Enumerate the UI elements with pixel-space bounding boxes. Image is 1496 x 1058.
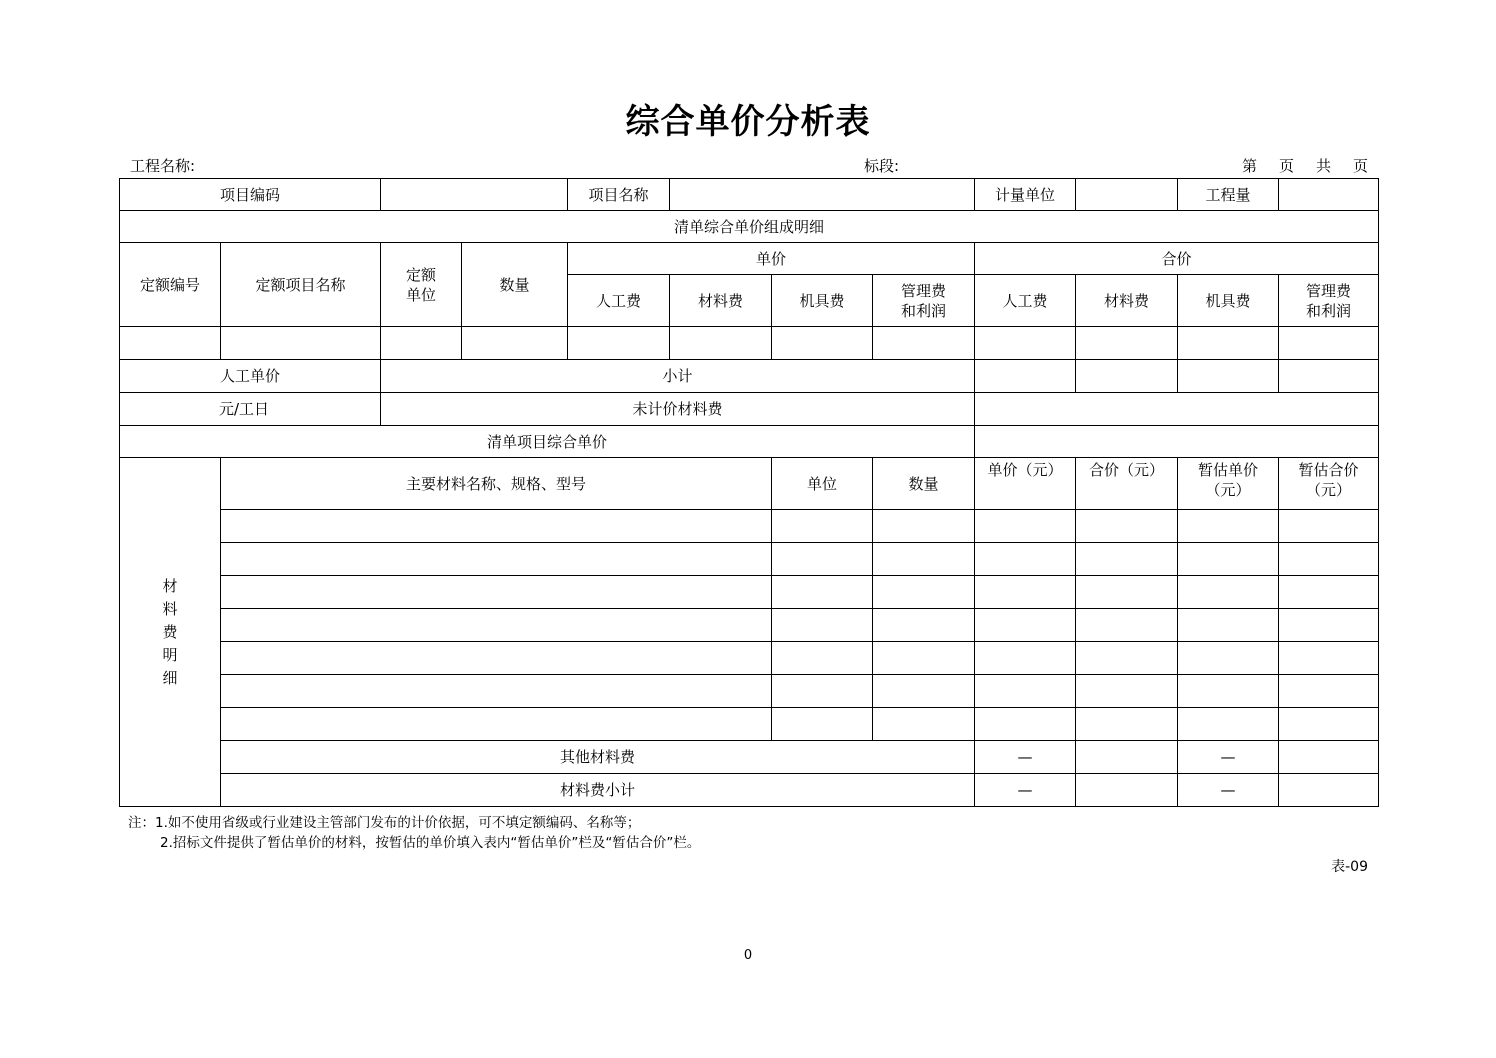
material-count-cell[interactable] [873, 708, 975, 741]
subtotal-material[interactable] [1076, 360, 1178, 393]
col-material-name-spec: 主要材料名称、规格、型号 [221, 458, 772, 510]
other-material-total[interactable] [1076, 741, 1178, 774]
material-row [120, 576, 1379, 609]
col-est-total-price [1279, 458, 1379, 510]
material-est-unit-cell[interactable] [1178, 708, 1279, 741]
other-material-label: 其他材料费 [221, 741, 975, 774]
material-unit-cell[interactable] [772, 675, 873, 708]
material-row [120, 675, 1379, 708]
material-count-cell[interactable] [873, 576, 975, 609]
material-unit-price-cell[interactable] [975, 609, 1076, 642]
material-count-cell[interactable] [873, 510, 975, 543]
cell-machine-unit[interactable] [772, 327, 873, 360]
material-name-cell[interactable] [221, 708, 772, 741]
cell-quota-name[interactable] [221, 327, 381, 360]
material-unit-cell[interactable] [772, 609, 873, 642]
material-total-price-cell[interactable] [1076, 510, 1178, 543]
subtotal-mgmt[interactable] [1279, 360, 1379, 393]
labor-price-label: 人工单价 [120, 360, 381, 393]
unpriced-material-value[interactable] [975, 393, 1379, 426]
material-est-unit-cell[interactable] [1178, 642, 1279, 675]
quantity-value[interactable] [1279, 179, 1379, 211]
material-est-total-cell[interactable] [1279, 510, 1379, 543]
composite-price-value[interactable] [975, 426, 1379, 458]
material-name-cell[interactable] [221, 609, 772, 642]
col-material-total-price: 合价（元） [1076, 458, 1178, 510]
col-est-total-price-text: 暂估合价 （元） [1298, 461, 1359, 499]
other-material-est-unit-dash: — [1178, 741, 1279, 774]
cell-quota-code[interactable] [120, 327, 221, 360]
col-count: 数量 [462, 243, 568, 327]
material-est-total-cell[interactable] [1279, 576, 1379, 609]
col-est-unit-price-text: 暂估单价 （元） [1198, 461, 1259, 499]
col-quota-code: 定额编号 [120, 243, 221, 327]
material-subtotal-unit-dash: — [975, 774, 1076, 807]
material-est-unit-cell[interactable] [1178, 510, 1279, 543]
material-subtotal-est-total[interactable] [1279, 774, 1379, 807]
quantity-label: 工程量 [1178, 179, 1279, 211]
col-mgmt-total-text: 管理费 和利润 [1306, 281, 1352, 320]
material-unit-price-cell[interactable] [975, 543, 1076, 576]
material-est-unit-cell[interactable] [1178, 609, 1279, 642]
page-title: 综合单价分析表 [625, 102, 871, 142]
material-unit-price-cell[interactable] [975, 642, 1076, 675]
material-subtotal-label: 材料费小计 [221, 774, 975, 807]
material-est-total-cell[interactable] [1279, 543, 1379, 576]
material-count-cell[interactable] [873, 543, 975, 576]
item-code-value[interactable] [381, 179, 568, 211]
col-est-unit-price [1178, 458, 1279, 510]
material-est-total-cell[interactable] [1279, 642, 1379, 675]
material-total-price-cell[interactable] [1076, 609, 1178, 642]
material-name-cell[interactable] [221, 675, 772, 708]
material-row [120, 543, 1379, 576]
material-count-cell[interactable] [873, 642, 975, 675]
composite-price-label: 清单项目综合单价 [120, 426, 975, 458]
item-code-label: 项目编码 [120, 179, 381, 211]
cell-labor-total[interactable] [975, 327, 1076, 360]
yuan-per-day-label: 元/工日 [120, 393, 381, 426]
material-detail-side-label [120, 458, 221, 807]
composition-title: 清单综合单价组成明细 [120, 211, 1379, 243]
material-name-cell[interactable] [221, 510, 772, 543]
material-est-unit-cell[interactable] [1178, 576, 1279, 609]
material-est-total-cell[interactable] [1279, 609, 1379, 642]
col-material-unit: 单位 [772, 458, 873, 510]
subtotal-labor[interactable] [975, 360, 1076, 393]
cell-quota-unit[interactable] [381, 327, 462, 360]
page-number: 0 [743, 948, 753, 963]
material-total-price-cell[interactable] [1076, 642, 1178, 675]
col-unit-price: 单价 [568, 243, 975, 275]
subtotal-machine[interactable] [1178, 360, 1279, 393]
cell-mgmt-unit[interactable] [873, 327, 975, 360]
col-labor-unit: 人工费 [568, 275, 670, 327]
unit-label: 计量单位 [975, 179, 1076, 211]
material-total-price-cell[interactable] [1076, 576, 1178, 609]
item-name-value[interactable] [670, 179, 975, 211]
material-est-unit-cell[interactable] [1178, 543, 1279, 576]
material-unit-price-cell[interactable] [975, 576, 1076, 609]
material-name-cell[interactable] [221, 642, 772, 675]
material-unit-price-cell[interactable] [975, 675, 1076, 708]
page-di: 第 [1241, 157, 1257, 175]
col-total-price: 合价 [975, 243, 1379, 275]
material-est-total-cell[interactable] [1279, 708, 1379, 741]
col-material-total: 材料费 [1076, 275, 1178, 327]
col-mgmt-unit-text: 管理费 和利润 [901, 281, 947, 320]
page-ye-2: 页 [1352, 157, 1368, 175]
cell-labor-unit[interactable] [568, 327, 670, 360]
unit-value[interactable] [1076, 179, 1178, 211]
page-ye-1: 页 [1278, 157, 1294, 175]
material-name-cell[interactable] [221, 576, 772, 609]
col-material-unit: 材料费 [670, 275, 772, 327]
material-row [120, 609, 1379, 642]
material-total-price-cell[interactable] [1076, 675, 1178, 708]
col-quota-unit [381, 243, 462, 327]
note-line-2: 2.招标文件提供了暂估单价的材料，按暂估的单价填入表内“暂估单价”栏及“暂估合价”栏。 [160, 835, 701, 851]
page-counter [1242, 155, 1368, 176]
cell-material-total[interactable] [1076, 327, 1178, 360]
col-labor-total: 人工费 [975, 275, 1076, 327]
unit-price-analysis-table [119, 178, 1379, 807]
cell-count[interactable] [462, 327, 568, 360]
material-subtotal-total[interactable] [1076, 774, 1178, 807]
cell-machine-total[interactable] [1178, 327, 1279, 360]
page-gong: 共 [1315, 157, 1331, 175]
col-quota-name: 定额项目名称 [221, 243, 381, 327]
material-total-price-cell[interactable] [1076, 543, 1178, 576]
col-machine-unit: 机具费 [772, 275, 873, 327]
col-machine-total: 机具费 [1178, 275, 1279, 327]
col-material-count: 数量 [873, 458, 975, 510]
item-name-label: 项目名称 [568, 179, 670, 211]
other-material-unit-dash: — [975, 741, 1076, 774]
note-line-1: 注：1.如不使用省级或行业建设主管部门发布的计价依据，可不填定额编码、名称等； [128, 815, 641, 831]
other-material-est-total[interactable] [1279, 741, 1379, 774]
material-est-unit-cell[interactable] [1178, 675, 1279, 708]
subtotal-label: 小计 [381, 360, 975, 393]
material-total-price-cell[interactable] [1076, 708, 1178, 741]
col-quota-unit-text: 定额 单位 [406, 265, 437, 304]
material-name-cell[interactable] [221, 543, 772, 576]
table-number: 表-09 [1331, 859, 1368, 875]
material-unit-cell[interactable] [772, 543, 873, 576]
cell-mgmt-total[interactable] [1279, 327, 1379, 360]
material-unit-cell[interactable] [772, 576, 873, 609]
material-row [120, 708, 1379, 741]
unpriced-material-label: 未计价材料费 [381, 393, 975, 426]
material-unit-price-cell[interactable] [975, 708, 1076, 741]
material-unit-cell[interactable] [772, 642, 873, 675]
col-mgmt-total [1279, 275, 1379, 327]
material-row [120, 510, 1379, 543]
material-count-cell[interactable] [873, 675, 975, 708]
material-row [120, 642, 1379, 675]
material-est-total-cell[interactable] [1279, 675, 1379, 708]
col-material-unit-price: 单价（元） [975, 458, 1076, 510]
material-subtotal-est-unit-dash: — [1178, 774, 1279, 807]
material-unit-price-cell[interactable] [975, 510, 1076, 543]
material-unit-cell[interactable] [772, 708, 873, 741]
project-name-label: 工程名称: [130, 157, 196, 175]
col-mgmt-unit [873, 275, 975, 327]
cell-material-unit[interactable] [670, 327, 772, 360]
material-count-cell[interactable] [873, 609, 975, 642]
material-unit-cell[interactable] [772, 510, 873, 543]
material-detail-side-text: 材料费明细 [162, 576, 178, 687]
section-label: 标段: [864, 157, 900, 175]
